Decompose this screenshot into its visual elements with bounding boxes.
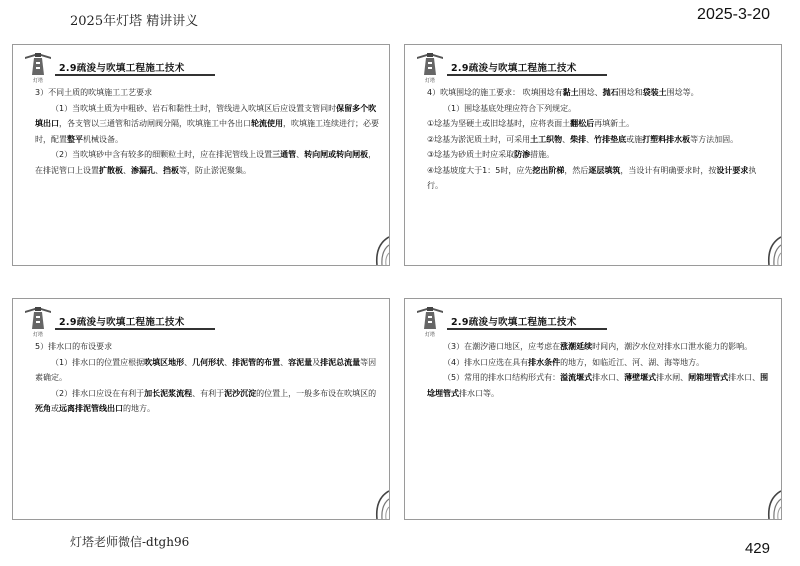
text-run: 等因素确定。 <box>35 357 377 382</box>
text-run: 3）不同土质的吹填施工工艺要求 <box>35 88 153 97</box>
text-run: 执行。 <box>427 165 757 190</box>
bold-term: 泥沙沉淀 <box>224 388 257 398</box>
header-title: 2025年灯塔 精讲讲义 <box>70 14 199 29</box>
text-run: ，当设计有明确要求时，按 <box>620 165 717 175</box>
bold-term: 排水条件 <box>528 357 561 367</box>
paragraph <box>35 85 380 101</box>
text-run: 、 <box>280 357 289 367</box>
bold-term: 轮流使用 <box>251 119 283 128</box>
paragraph <box>427 370 772 401</box>
bold-term: 围埝埋管式 <box>427 373 769 398</box>
text-run: ，各支管以三通管和活动闸阀分隔，吹填施工中各出口 <box>59 119 251 128</box>
text-run: （4）排水口应选在具有 <box>443 357 529 367</box>
logo-text: 灯塔 <box>32 332 43 338</box>
page-curl-icon <box>355 489 389 519</box>
text-run: ①埝基为坚硬土或旧埝基时，应将表面土 <box>427 119 571 128</box>
text-run: 4）吹填围埝的施工要求： 吹填围埝有 <box>427 88 563 97</box>
bold-term: 几何形状 <box>192 357 225 367</box>
bold-term: 涨潮延续 <box>560 342 593 351</box>
slide-body <box>427 339 772 401</box>
bold-term: 抛石 <box>602 88 619 97</box>
page-number: 429 <box>744 540 770 557</box>
paragraph <box>427 147 772 163</box>
bold-term: 排泥管的布置 <box>232 357 281 367</box>
header-date: 2025-3-20 <box>697 6 770 23</box>
text-run: ③埝基为砂质土时应采取 <box>427 150 515 159</box>
text-run: 及 <box>312 357 321 367</box>
text-run: 、 <box>296 150 305 159</box>
bold-term: 竹排垫底 <box>594 134 627 144</box>
text-run: 、 <box>586 134 595 144</box>
bold-term: 黏土 <box>562 88 579 97</box>
bold-term: 吹填区地形 <box>144 357 185 367</box>
text-run: ④埝基坡度大于1：5时，应先 <box>427 165 533 175</box>
paragraph <box>35 147 380 178</box>
text-run: 5）排水口的布设要求 <box>35 342 113 351</box>
logo-text: 灯塔 <box>424 78 435 84</box>
bold-term: 加长泥浆流程 <box>144 388 193 398</box>
text-run: （3）在潮汐港口地区，应考虑在 <box>443 342 561 351</box>
text-run: 排水口、 <box>592 373 625 382</box>
text-run: 、有利于 <box>192 388 225 398</box>
text-run: 、 <box>184 357 193 367</box>
slide-body <box>35 339 380 417</box>
bold-term: 柴排 <box>570 134 587 144</box>
text-run: 或 <box>51 404 59 413</box>
paragraph <box>35 386 380 417</box>
logo-text: 灯塔 <box>32 78 43 84</box>
text-run: 、 <box>123 165 131 175</box>
text-run: （5）常用的排水口结构形式有： <box>443 373 561 382</box>
text-run: 围埝和 <box>618 88 643 97</box>
text-run: 的位置上，一般多布设在吹填区的 <box>256 388 377 398</box>
text-run: ，在排泥管口上设置 <box>35 150 377 175</box>
paragraph <box>35 339 380 355</box>
text-run: 排水闸、 <box>656 373 689 382</box>
bold-term: 死角 <box>35 404 51 413</box>
slide-title: 2.9疏浚与吹填工程施工技术 <box>59 317 185 328</box>
text-run: 排水口等。 <box>459 388 499 398</box>
text-run: （1）当吹填土质为中粗砂、岩石和黏性土时，管线进入吹填区后应设置支管同时 <box>51 103 337 113</box>
page-curl-icon <box>747 235 781 265</box>
text-run: 、 <box>155 165 163 175</box>
lighthouse-logo-icon <box>413 305 447 341</box>
page-curl-icon <box>355 235 389 265</box>
text-run: 等方法加固。 <box>690 134 739 144</box>
slide-body <box>427 85 772 194</box>
text-run: 围埝、 <box>578 88 603 97</box>
bold-term: 整平 <box>67 134 83 144</box>
lighthouse-logo-icon <box>413 51 447 87</box>
slide-title: 2.9疏浚与吹填工程施工技术 <box>451 63 577 74</box>
lighthouse-logo-icon <box>21 51 55 87</box>
text-run: （2）当吹填砂中含有较多的细颗粒土时，应在排泥管线上设置 <box>51 150 273 159</box>
slide-1 <box>12 44 390 266</box>
text-run: ②埝基为淤泥质土时，可采用 <box>427 134 531 144</box>
text-run: 排水口、 <box>728 373 761 382</box>
bold-term: 挖出阶梯 <box>532 165 565 175</box>
bold-term: 设计要求 <box>716 165 749 175</box>
text-run: 等，防止淤泥聚集。 <box>179 165 251 175</box>
bold-term: 翻松后 <box>570 119 595 128</box>
text-run: 时间内，潮汐水位对排水口泄水能力的影响。 <box>592 342 753 351</box>
text-run: 的地方。 <box>123 404 155 413</box>
slide-3 <box>12 298 390 520</box>
slide-2 <box>404 44 782 266</box>
text-run: 、 <box>224 357 233 367</box>
text-run: （2）排水口应设在有利于 <box>51 388 145 398</box>
bold-term: 容泥量 <box>288 357 313 367</box>
bold-term: 溢流堰式 <box>560 373 593 382</box>
title-underline <box>447 74 607 76</box>
paragraph <box>35 355 380 386</box>
text-run: 措施。 <box>530 150 555 159</box>
bold-term: 闸箱埋管式 <box>688 373 729 382</box>
bold-term: 逐层填筑 <box>588 165 621 175</box>
text-run: 围埝等。 <box>666 88 699 97</box>
bold-term: 挡板 <box>163 165 179 175</box>
bold-term: 三通管 <box>272 150 297 159</box>
paragraph <box>427 116 772 132</box>
text-run: ，然后 <box>564 165 589 175</box>
paragraph <box>427 355 772 371</box>
bold-term: 土工织物 <box>530 134 563 144</box>
text-run: 、 <box>562 134 571 144</box>
paragraph <box>427 132 772 148</box>
text-run: ，吹填施工连续进行；必要时，配置 <box>35 119 379 144</box>
text-run: 或施 <box>626 134 643 144</box>
bold-term: 打塑料排水板 <box>642 134 691 144</box>
page-curl-icon <box>747 489 781 519</box>
slide-body <box>35 85 380 178</box>
text-run: （1）排水口的位置应根据 <box>51 357 145 367</box>
title-underline <box>447 328 607 330</box>
bold-term: 袋装土 <box>642 88 667 97</box>
title-underline <box>55 328 215 330</box>
title-underline <box>55 74 215 76</box>
paragraph <box>427 101 772 117</box>
bold-term: 渗漏孔 <box>131 165 155 175</box>
bold-term: 防渗 <box>514 150 531 159</box>
paragraph <box>427 339 772 355</box>
logo-text: 灯塔 <box>424 332 435 338</box>
bold-term: 保留多个吹填出口 <box>35 103 377 128</box>
bold-term: 排泥总流量 <box>320 357 361 367</box>
slide-4 <box>404 298 782 520</box>
bold-term: 扩散板 <box>99 165 123 175</box>
paragraph <box>35 101 380 148</box>
text-run: 再填新土。 <box>594 119 635 128</box>
footer-contact: 灯塔老师微信-dtgh96 <box>70 535 190 549</box>
text-run: 机械设备。 <box>83 134 123 144</box>
text-run: 的地方，如临近江、河、湖、海等地方。 <box>560 357 705 367</box>
slide-title: 2.9疏浚与吹填工程施工技术 <box>451 317 577 328</box>
bold-term: 远离排泥管线出口 <box>59 404 123 413</box>
slide-title: 2.9疏浚与吹填工程施工技术 <box>59 63 185 74</box>
bold-term: 薄壁堰式 <box>624 373 657 382</box>
paragraph <box>427 163 772 194</box>
paragraph <box>427 85 772 101</box>
lighthouse-logo-icon <box>21 305 55 341</box>
bold-term: 转向闸或转向闸板 <box>304 150 369 159</box>
text-run: （1）围埝基底处理应符合下列规定。 <box>443 103 577 113</box>
